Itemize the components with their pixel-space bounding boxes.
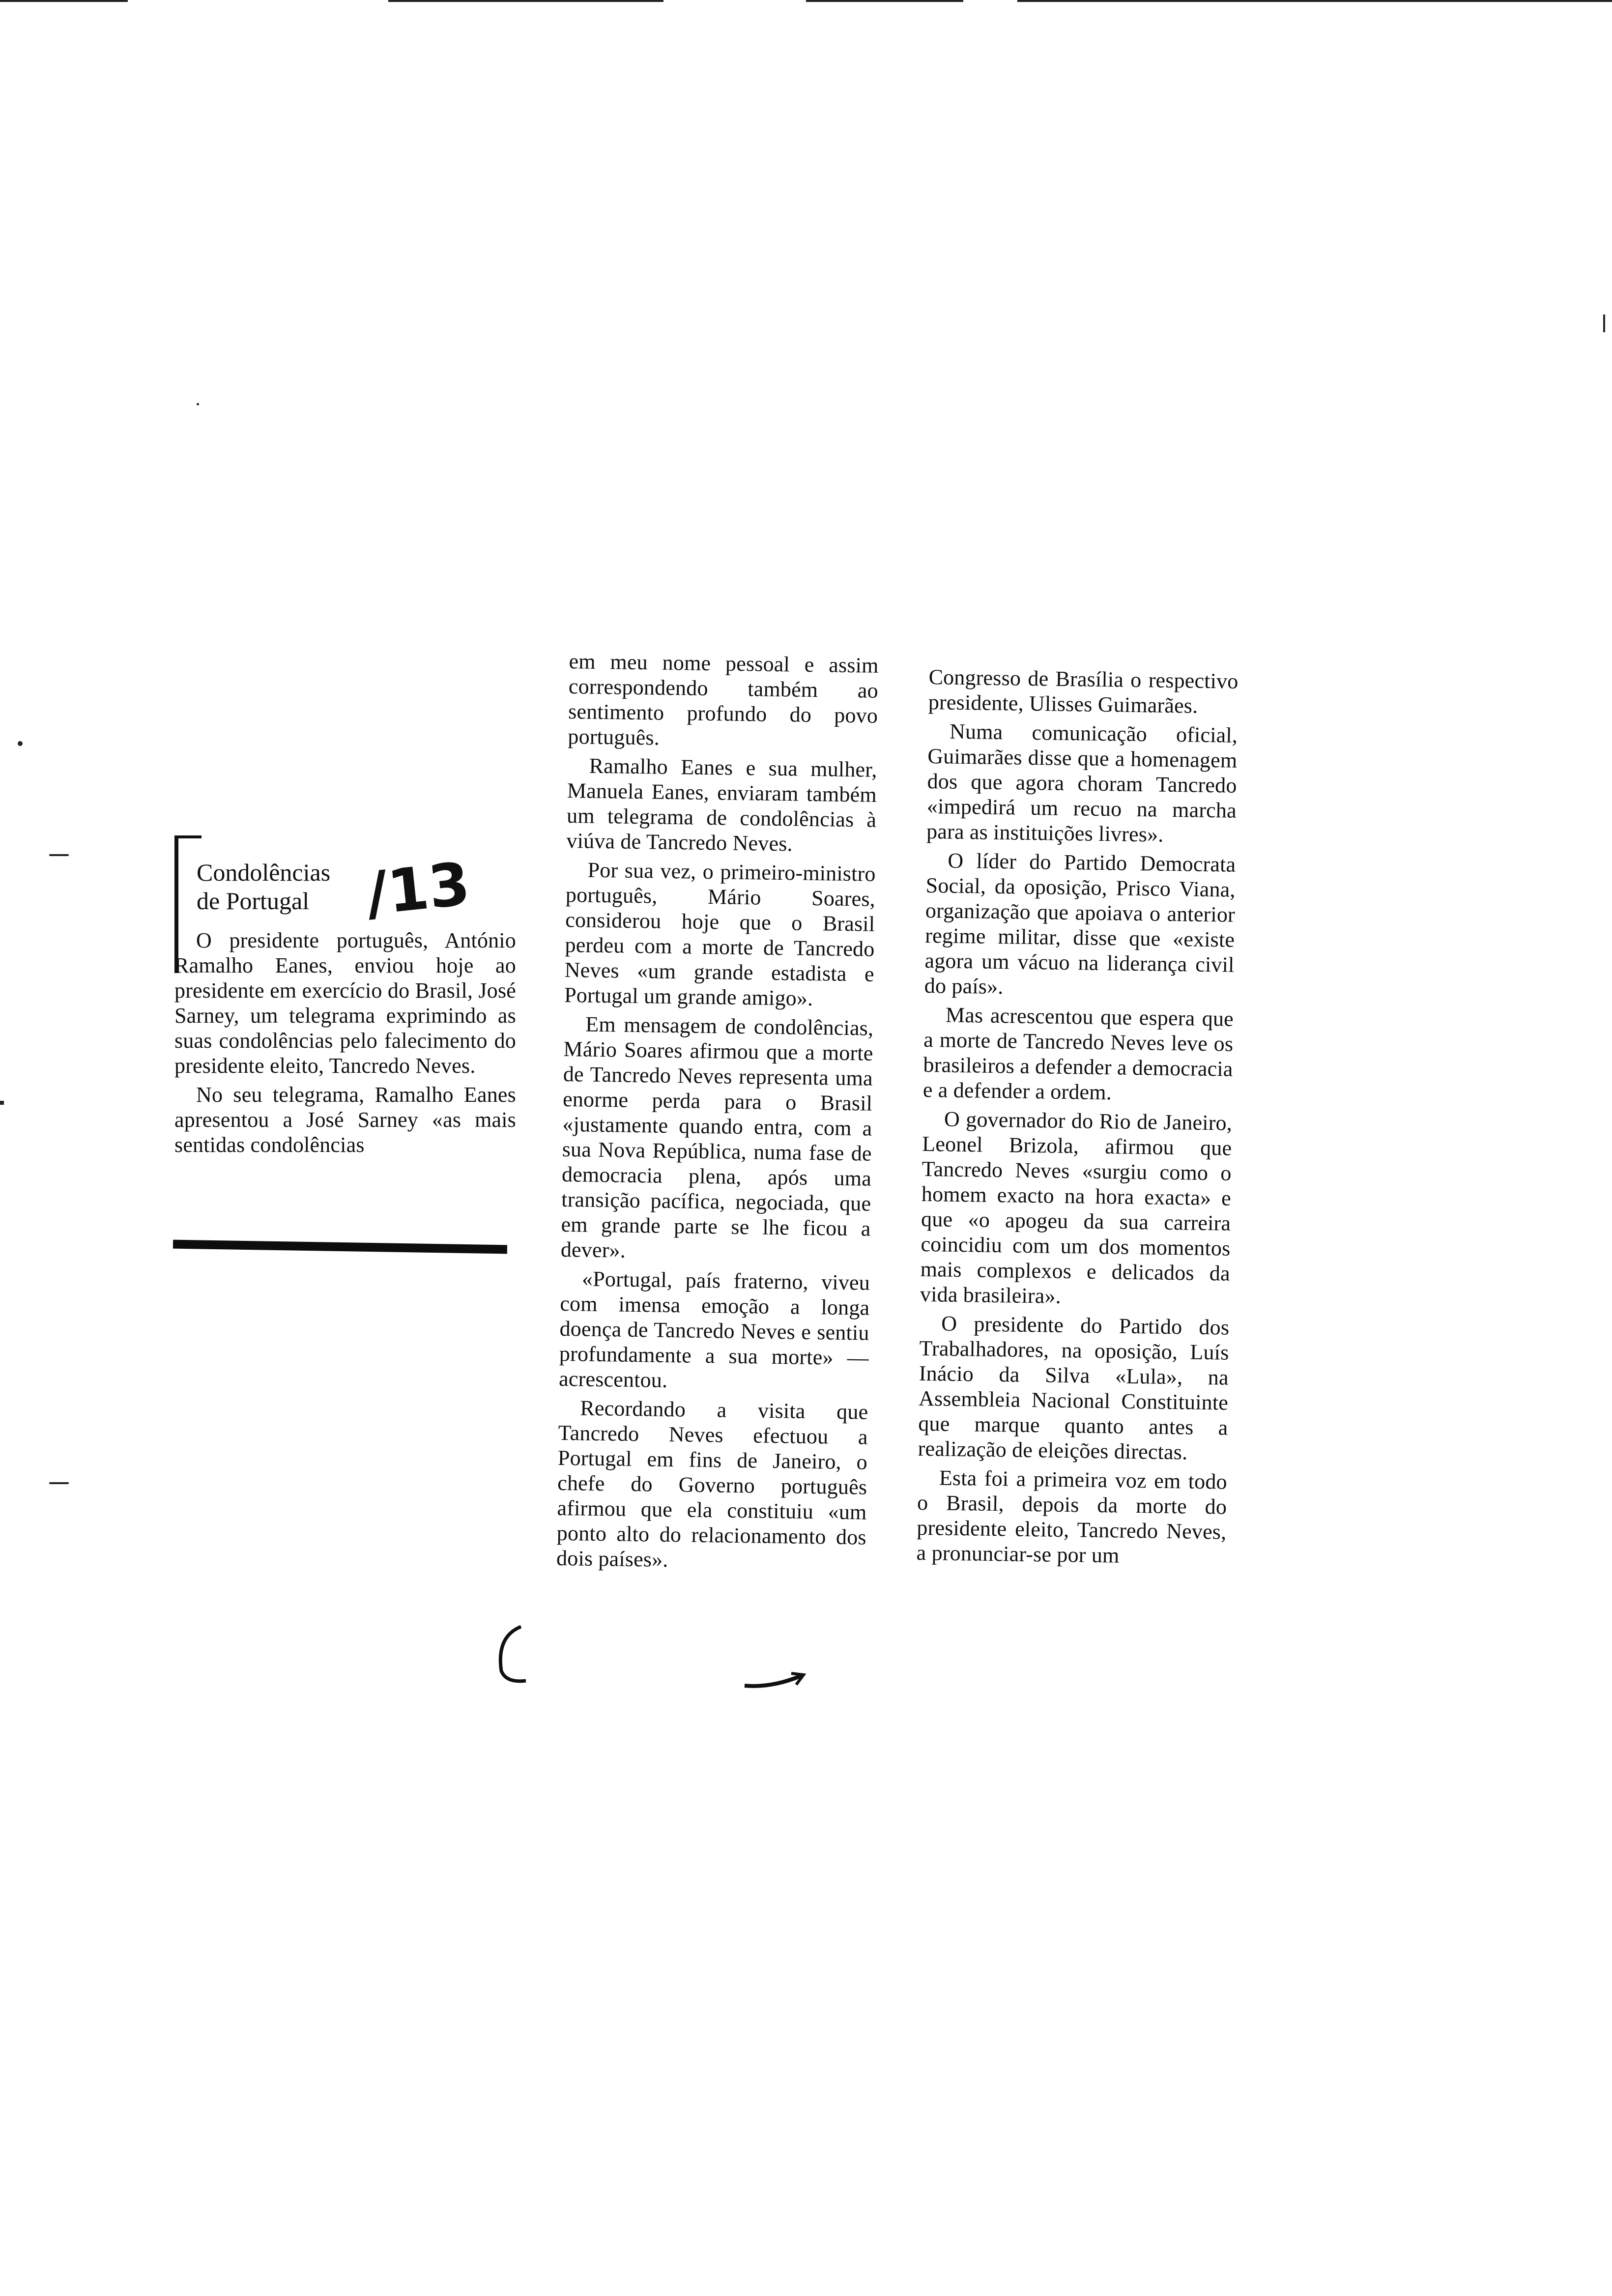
headline-bracket-top bbox=[177, 835, 202, 838]
scan-curve bbox=[49, 1482, 69, 1484]
article-column-2 bbox=[556, 649, 879, 1579]
scan-dot bbox=[197, 403, 199, 405]
paragraph: Em mensagem de condolências, Mário Soares afirmou que a morte de Tancredo Neves representa uma enorme perda para o Brasil «justamente quando entra, com a sua Nova República, numa fase de democracia plena, após uma transição pacífica, negociada, que em grande parte se lhe ficou a dever». bbox=[560, 1012, 874, 1263]
scan-edge-line bbox=[0, 0, 128, 2]
headline-line-2: de Portugal bbox=[197, 887, 310, 915]
article-column-1 bbox=[174, 928, 516, 1161]
paragraph: «Portugal, país fraterno, viveu com imensa emoção a longa doença de Tancredo Neves e sentiu profundamente a sua morte» — acrescentou. bbox=[558, 1266, 870, 1392]
paragraph: Ramalho Eanes e sua mulher, Manuela Eanes, enviaram também um telegrama de condolências à viúva de Tancredo Neves. bbox=[566, 753, 877, 856]
article-column-3 bbox=[916, 664, 1238, 1574]
paragraph: Esta foi a primeira voz em todo o Brasil, depois da morte do presidente eleito, Tancredo Neves, a pronunciar-se por um bbox=[916, 1465, 1228, 1568]
scan-edge-line bbox=[388, 0, 663, 2]
column-divider-rule bbox=[173, 1240, 507, 1254]
paragraph: O governador do Rio de Janeiro, Leonel Brizola, afirmou que Tancredo Neves «surgiu como o homem exacto na hora exacta» e que «o apogeu da sua carreira coincidiu com um dos momentos mais complexos e delicados da vida brasileira». bbox=[920, 1107, 1233, 1308]
paragraph: No seu telegrama, Ramalho Eanes apresentou a José Sarney «as mais sentidas condolências bbox=[174, 1083, 516, 1157]
paragraph: O presidente do Partido dos Trabalhadores, na oposição, Luís Inácio da Silva «Lula», na Assembleia Nacional Constituinte que marque quanto antes a realização de eleições directas. bbox=[918, 1311, 1230, 1464]
paragraph: Congresso de Brasília o respectivo presidente, Ulisses Guimarães. bbox=[928, 664, 1238, 718]
paragraph: O presidente português, António Ramalho Eanes, enviou hoje ao presidente em exercício do Brasil, José Sarney, um telegrama exprimindo as suas condolências pelo falecimento do presidente eleito, Tancredo Neves. bbox=[174, 928, 516, 1078]
scan-curve bbox=[49, 854, 69, 856]
scan-edge-line bbox=[1017, 0, 1612, 2]
handwritten-page-number: /13 bbox=[363, 850, 473, 929]
paragraph: O líder do Partido Democrata Social, da oposição, Prisco Viana, organização que apoiava o anterior regime militar, disse que «existe agora um vácuo na liderança civil do país». bbox=[924, 848, 1236, 999]
paragraph: Recordando a visita que Tancredo Neves efectuou a Portugal em fins de Janeiro, o chefe do Governo português afirmou que ela constituiu «um ponto alto do relacionamento dos dois países». bbox=[556, 1396, 868, 1572]
paragraph: em meu nome pessoal e assim correspondendo também ao sentimento profundo do povo português. bbox=[568, 649, 879, 750]
article-headline bbox=[197, 858, 330, 915]
paragraph: Por sua vez, o primeiro-ministro português, Mário Soares, considerou hoje que o Brasil perdeu com a morte de Tancredo Neves «um grande estadista e Portugal um grande amigo». bbox=[564, 858, 876, 1010]
handwritten-bracket-mark bbox=[487, 1622, 531, 1691]
handwritten-arrow-mark bbox=[742, 1666, 811, 1695]
paragraph: Mas acrescentou que espera que a morte de Tancredo Neves leve os brasileiros a defender a democracia e a defender a ordem. bbox=[922, 1003, 1234, 1105]
headline-line-1: Condolências bbox=[197, 858, 331, 886]
scan-dot bbox=[18, 741, 23, 746]
scan-dot bbox=[1603, 315, 1605, 332]
scan-dot bbox=[0, 1101, 4, 1105]
paragraph: Numa comunicação oficial, Guimarães disse que a homenagem dos que agora choram Tancredo «impedirá um recuo na marcha para as instituições livres». bbox=[926, 719, 1238, 847]
scan-edge-line bbox=[806, 0, 963, 2]
